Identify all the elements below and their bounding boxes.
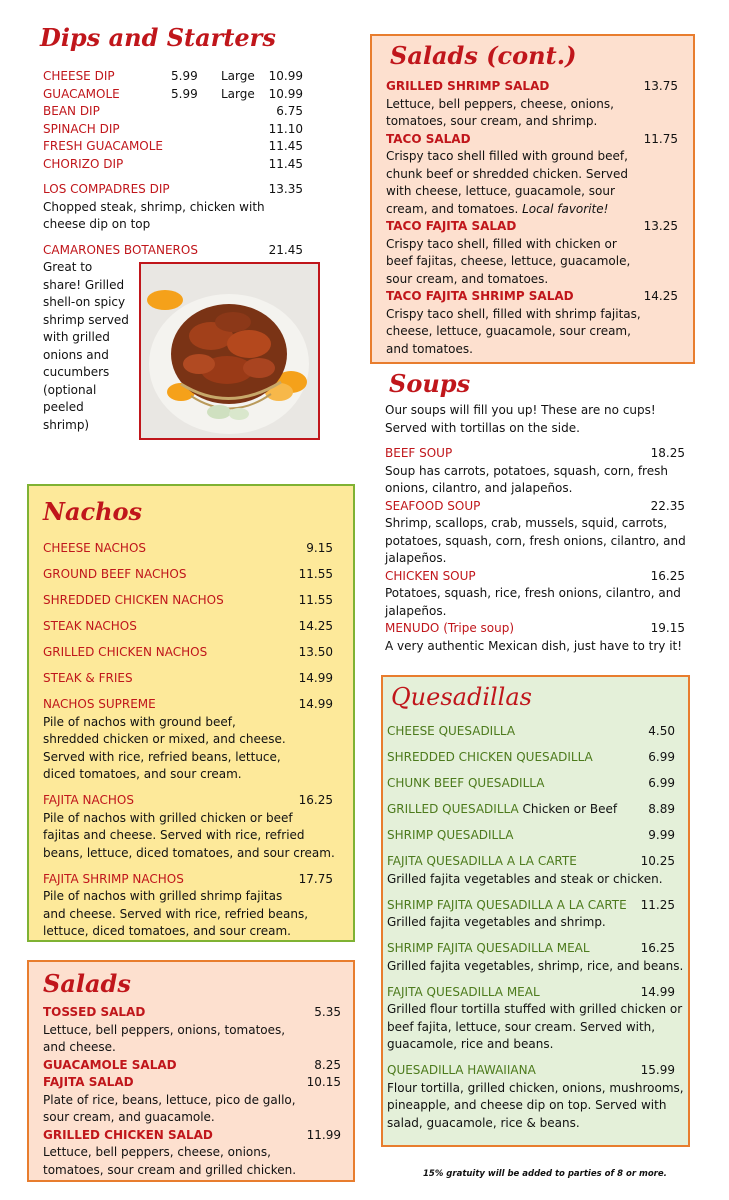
desc-line: Pile of nachos with grilled shrimp fajitas — [43, 889, 283, 903]
desc-line: beef fajitas, cheese, lettuce, guacamole, — [386, 254, 631, 268]
list-item — [43, 68, 303, 86]
list-item — [387, 1062, 675, 1080]
shrimp-plate-image — [141, 264, 318, 438]
salads-title: Salads — [43, 969, 131, 998]
nachos-title: Nachos — [43, 497, 143, 526]
item-name: GRILLED CHICKEN SALAD — [43, 1127, 213, 1142]
desc-line: tomatoes, sour cream and grilled chicken. — [43, 1162, 297, 1177]
list-item — [387, 749, 675, 767]
soups-title: Soups — [389, 369, 471, 398]
desc-line: shell-on spicy — [43, 295, 126, 309]
list-item — [43, 1004, 341, 1022]
item-name: FAJITA NACHOS — [43, 793, 134, 807]
item-price: 22.35 — [650, 498, 685, 513]
desc-line: Crispy taco shell, filled with chicken or — [386, 236, 617, 251]
item-description — [43, 888, 333, 941]
item-price: 13.35 — [268, 182, 303, 196]
list-item — [43, 121, 303, 139]
item-name: SHREDDED CHICKEN NACHOS — [43, 593, 224, 607]
item-price: 16.25 — [650, 568, 685, 583]
item-price: 11.55 — [298, 567, 333, 581]
item-price: 14.99 — [298, 697, 333, 711]
soups-section — [385, 368, 685, 655]
soups-intro: Served with tortillas on the side. — [385, 420, 580, 435]
list-item — [386, 218, 678, 236]
item-name: GRILLED SHRIMP SALAD — [386, 79, 550, 93]
desc-line: Crispy taco shell, filled with shrimp fajitas, — [386, 306, 641, 321]
item-price: 18.25 — [650, 446, 685, 460]
item-price: 5.99 — [171, 86, 198, 101]
item-name: GROUND BEEF NACHOS — [43, 567, 187, 581]
item-price: 13.75 — [643, 79, 678, 93]
list-item — [43, 242, 303, 260]
salads-section — [27, 960, 355, 1182]
item-price: 6.99 — [648, 776, 675, 790]
desc-line: shrimp) — [43, 417, 90, 432]
list-item — [387, 940, 675, 958]
desc-line: Plate of rice, beans, lettuce, pico de gallo, — [43, 1092, 296, 1107]
item-name: FRESH GUACAMOLE — [43, 139, 164, 153]
item-name: TOSSED SALAD — [43, 1005, 146, 1019]
desc-line: Pile of nachos with ground beef, — [43, 714, 236, 729]
item-price: 16.25 — [298, 793, 333, 807]
item-price: 11.55 — [298, 593, 333, 607]
item-description — [43, 810, 333, 863]
desc-line: Shrimp, scallops, crab, mussels, squid, carrots, — [385, 516, 668, 530]
item-name: NACHOS SUPREME — [43, 697, 156, 711]
item-name: BEAN DIP — [43, 104, 100, 118]
item-name: FAJITA QUESADILLA A LA CARTE — [387, 854, 577, 868]
item-price: 19.15 — [650, 621, 685, 635]
dips-title: Dips and Starters — [40, 23, 276, 52]
salads-cont-section — [370, 34, 695, 364]
desc-line: beans, lettuce, diced tomatoes, and sour cream. — [43, 845, 335, 860]
list-item — [43, 1057, 341, 1075]
item-name: SEAFOOD SOUP — [385, 498, 481, 513]
item-price: 10.99 — [268, 86, 303, 101]
item-name — [387, 801, 648, 819]
list-item — [43, 696, 333, 714]
list-item — [43, 566, 333, 584]
desc-line: tomatoes, sour cream, and shrimp. — [386, 114, 598, 128]
list-item — [385, 568, 685, 586]
item-description: cheese dip on top — [43, 217, 151, 231]
desc-line: guacamole, rice and beans. — [387, 1037, 554, 1051]
item-price: 16.25 — [640, 941, 675, 955]
item-name: CAMARONES BOTANEROS — [43, 242, 198, 257]
list-item — [43, 1127, 341, 1145]
item-price: 10.25 — [640, 854, 675, 868]
item-name: SHRIMP FAJITA QUESADILLA MEAL — [387, 941, 590, 955]
nachos-section — [27, 484, 355, 942]
item-description: Chopped steak, shrimp, chicken with — [43, 199, 265, 214]
item-name: SHREDDED CHICKEN QUESADILLA — [387, 750, 593, 764]
item-price: 9.99 — [648, 828, 675, 842]
list-item — [385, 620, 685, 638]
desc-line: sour cream, and guacamole. — [43, 1110, 215, 1124]
desc-line: Potatoes, squash, rice, fresh onions, cilantro, and — [385, 586, 681, 600]
desc-text: cream, and tomatoes. — [386, 201, 523, 216]
list-item — [43, 1074, 341, 1092]
item-name: FAJITA QUESADILLA MEAL — [387, 984, 540, 999]
desc-line: peeled — [43, 400, 84, 414]
item-price: 9.15 — [306, 541, 333, 555]
desc-line: pineapple, and cheese dip on top. Served with — [387, 1098, 667, 1112]
list-item — [43, 792, 333, 810]
gratuity-note: 15% gratuity will be added to parties of 8 or more. — [423, 1169, 667, 1179]
item-price: 5.35 — [314, 1005, 341, 1019]
item-price: 14.25 — [643, 289, 678, 303]
list-item — [43, 618, 333, 636]
item-name: CHEESE NACHOS — [43, 541, 147, 555]
desc-line: shredded chicken or mixed, and cheese. — [43, 732, 286, 746]
list-item — [387, 801, 675, 819]
size-label: Large — [221, 69, 255, 83]
item-name: GRILLED CHICKEN NACHOS — [43, 645, 208, 659]
item-name: CHORIZO DIP — [43, 156, 124, 171]
item-price: 6.99 — [648, 750, 675, 764]
desc-line: onions and — [43, 347, 109, 362]
item-name: CHEESE DIP — [43, 69, 115, 83]
item-price: 15.99 — [640, 1063, 675, 1077]
desc-line: share! Grilled — [43, 277, 125, 292]
item-name: STEAK & FRIES — [43, 671, 133, 685]
item-price: 21.45 — [268, 242, 303, 257]
item-price: 11.10 — [268, 121, 303, 136]
desc-line: with grilled — [43, 330, 110, 344]
desc-line: diced tomatoes, and sour cream. — [43, 767, 242, 781]
item-name: FAJITA SALAD — [43, 1075, 134, 1089]
desc-line: Great to — [43, 260, 93, 274]
list-item — [386, 288, 678, 306]
item-name: TACO FAJITA SHRIMP SALAD — [386, 289, 574, 303]
item-price: 14.99 — [640, 984, 675, 999]
quesadillas-section — [381, 675, 690, 1147]
soups-intro: Our soups will fill you up! These are no cups! — [385, 403, 656, 417]
item-price: 11.45 — [268, 139, 303, 153]
item-price: 8.89 — [648, 802, 675, 816]
item-name: FAJITA SHRIMP NACHOS — [43, 871, 184, 886]
desc-line: shrimp served — [43, 312, 129, 327]
list-item — [43, 103, 303, 121]
item-name: BEEF SOUP — [385, 446, 453, 460]
item-option: Chicken or Beef — [518, 802, 618, 816]
desc-line: cheese, lettuce, guacamole, sour cream, — [386, 324, 631, 338]
item-price: 14.25 — [298, 619, 333, 633]
list-item — [43, 871, 333, 889]
desc-line: and cheese. — [43, 1040, 116, 1054]
item-price: 13.50 — [298, 645, 333, 659]
item-price: 4.50 — [648, 724, 675, 738]
list-item — [43, 156, 303, 174]
desc-line: fajitas and cheese. Served with rice, refried — [43, 828, 305, 842]
item-name-text: GRILLED QUESADILLA — [387, 802, 519, 816]
item-name: CHEESE QUESADILLA — [387, 724, 516, 738]
item-name: CHUNK BEEF QUESADILLA — [387, 776, 545, 790]
desc-line: lettuce, diced tomatoes, and sour cream. — [43, 924, 291, 938]
item-price: 17.75 — [298, 871, 333, 886]
list-item — [43, 138, 303, 156]
item-name: SPINACH DIP — [43, 121, 120, 136]
list-item — [43, 86, 303, 104]
desc-line: Lettuce, bell peppers, cheese, onions, — [386, 96, 614, 111]
item-price: 11.99 — [306, 1127, 341, 1142]
item-name: SHRIMP QUESADILLA — [387, 828, 514, 842]
list-item — [387, 775, 675, 793]
desc-line: Lettuce, bell peppers, onions, tomatoes, — [43, 1022, 286, 1037]
desc-line: chunk beef or shredded chicken. Served — [386, 166, 628, 181]
desc-line: with cheese, lettuce, guacamole, sour — [386, 184, 615, 198]
item-name: MENUDO (Tripe soup) — [385, 621, 515, 635]
desc-line: sour cream, and tomatoes. — [386, 271, 549, 286]
shrimp-photo — [139, 262, 320, 440]
item-price: 11.45 — [268, 156, 303, 171]
desc-line: Served with rice, refried beans, lettuce, — [43, 749, 281, 764]
desc-line: and cheese. Served with rice, refried beans, — [43, 906, 309, 921]
item-price: 13.25 — [643, 219, 678, 233]
item-name: TACO SALAD — [386, 131, 471, 146]
list-item — [43, 540, 333, 558]
list-item — [387, 853, 675, 871]
item-price: 14.99 — [298, 671, 333, 685]
desc-line: Grilled fajita vegetables and steak or chicken. — [387, 871, 663, 886]
item-price: 6.75 — [276, 104, 303, 118]
item-price: 5.99 — [171, 69, 198, 83]
list-item — [387, 984, 675, 1002]
desc-line: Pile of nachos with grilled chicken or beef — [43, 810, 293, 825]
desc-line: jalapeños. — [385, 603, 447, 618]
item-name: TACO FAJITA SALAD — [386, 219, 517, 233]
item-name: CHICKEN SOUP — [385, 568, 476, 583]
desc-line: (optional — [43, 382, 97, 397]
quesadillas-title: Quesadillas — [391, 683, 532, 711]
desc-line: potatoes, squash, corn, fresh onions, cilantro, and — [385, 533, 686, 548]
item-name: STEAK NACHOS — [43, 619, 137, 633]
list-item — [43, 592, 333, 610]
desc-line: jalapeños. — [385, 551, 447, 565]
desc-line: cucumbers — [43, 365, 110, 379]
list-item — [386, 131, 678, 149]
desc-line: A very authentic Mexican dish, just have to try it! — [385, 638, 683, 653]
list-item — [387, 723, 675, 741]
list-item — [43, 670, 333, 688]
desc-line: and tomatoes. — [386, 341, 473, 356]
desc-line: Flour tortilla, grilled chicken, onions, mushrooms, — [387, 1080, 684, 1095]
item-name: LOS COMPADRES DIP — [43, 182, 170, 196]
list-item — [387, 897, 675, 915]
item-name: QUESADILLA HAWAIIANA — [387, 1063, 536, 1077]
item-price: 11.75 — [643, 131, 678, 146]
item-price: 10.15 — [306, 1075, 341, 1089]
desc-line — [386, 201, 678, 219]
item-name: SHRIMP FAJITA QUESADILLA A LA CARTE — [387, 897, 627, 912]
local-favorite-note: Local favorite! — [522, 201, 609, 216]
desc-line: onions, cilantro, and jalapeños. — [385, 481, 573, 495]
item-price: 11.25 — [640, 897, 675, 912]
item-name: GUACAMOLE — [43, 86, 120, 101]
desc-line: Grilled fajita vegetables, shrimp, rice, and beans. — [387, 958, 684, 973]
desc-line: Lettuce, bell peppers, cheese, onions, — [43, 1145, 271, 1159]
item-price: 8.25 — [314, 1057, 341, 1072]
list-item — [385, 498, 685, 516]
item-description — [43, 714, 333, 784]
desc-line: Crispy taco shell filled with ground beef, — [386, 149, 628, 163]
list-item — [385, 445, 685, 463]
list-item — [387, 827, 675, 845]
item-price: 10.99 — [268, 69, 303, 83]
desc-line: Soup has carrots, potatoes, squash, corn, fresh — [385, 463, 668, 478]
salads-cont-title: Salads (cont.) — [390, 41, 577, 70]
list-item — [386, 78, 678, 96]
item-name: GUACAMOLE SALAD — [43, 1057, 177, 1072]
size-label: Large — [221, 86, 255, 101]
desc-line: Grilled fajita vegetables and shrimp. — [387, 915, 606, 929]
desc-line: salad, guacamole, rice & beans. — [387, 1115, 580, 1130]
desc-line: Grilled flour tortilla stuffed with grilled chicken or — [387, 1002, 683, 1016]
desc-line: beef fajita, lettuce, sour cream. Served with, — [387, 1019, 656, 1034]
list-item — [43, 644, 333, 662]
list-item — [43, 181, 303, 199]
